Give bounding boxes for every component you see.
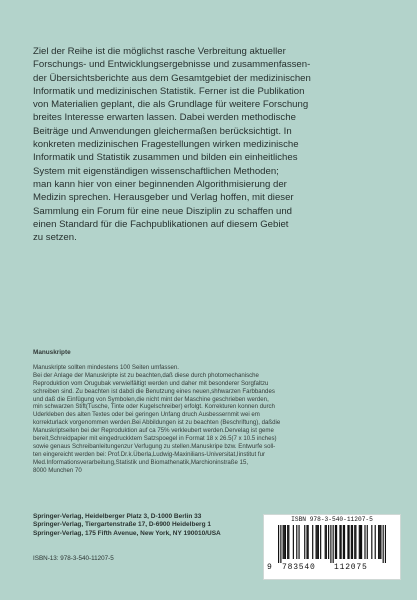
barcode-bar [359,525,360,559]
manuscript-line: Reproduktion vom Orugubak verwielfältigt werden und daher mit besonderer Sorgfaltzu [33,379,269,387]
barcode-bar [383,525,384,563]
barcode-bar [344,525,345,559]
barcode-first-digit: 9 [267,563,272,572]
barcode-bar [341,525,342,559]
series-description-line: von Materialien geplant, die als Grundlage für weitere Forschung [33,99,309,111]
barcode-bar [296,525,297,559]
barcode-bar [355,525,356,559]
barcode-bar [293,525,294,559]
manuscript-line: schreiben sind. Zu beachten ist dabdi die Benutzung eines neuen,shhwarzen Farbbandes [33,387,275,395]
barcode-bar [367,525,368,559]
series-description-line: Informatik und Statistik zusammen und bilden ein einheitliches [33,152,298,164]
manuscript-line: Med.Informationsverarbeitung,Statistik und Biomathenatik,Marchioninstraße 15, [33,458,249,466]
barcode-bar [316,525,317,559]
barcode-bar [375,525,376,559]
barcode-bar [330,525,331,563]
barcode-bar [343,525,344,559]
barcode-bar [285,525,286,559]
barcode-bar [287,525,288,559]
series-description-line: Forschungs- und Entwicklungsergebnisse und zusammenfassen- [33,59,311,71]
barcode-bar [325,525,326,559]
barcode-bar [360,525,361,559]
manuscript-line: sowie genaus Schreibanleitungenzur Verfugung zu stellen.Manuskripe bzw. Entwurfe soll- [33,442,276,450]
series-description [33,45,393,244]
publisher-address: Springer-Verlag, Heidelberger Platz 3, D-1000 Berlin 33 [33,513,202,520]
series-description-line: Ziel der Reihe ist die möglichst rasche Verbreitung aktueller [33,46,286,57]
barcode-bar [278,525,279,563]
series-description-line: der Übersichtsberichte aus dem Gesamtgebiet der medizinischen [33,72,311,84]
series-description-line: Sammlung ein Forum für eine neue Disziplin zu schaffen und [33,205,292,217]
barcode-right-digits: 112075 [334,563,368,572]
series-description-line: zu setzen. [33,232,77,244]
barcode-bar [312,525,313,559]
isbn-13-text: ISBN-13: 978-3-540-11207-5 [33,555,114,562]
publisher-address: Springer-Verlag, Tiergartenstraße 17, D-6900 Heidelberg 1 [33,521,211,529]
barcode-bar [298,525,299,559]
publisher-addresses [33,513,273,538]
manuscript-line: 8000 Munchen 70 [33,466,82,474]
barcode-bar [352,525,353,559]
barcode-bar [283,525,284,559]
manuscript-line: korrekturlack vorgenommen werden.Bei Abbildungen ist zu beachten (Beschriftung), daßdie [33,419,281,427]
barcode-bar [320,525,321,559]
barcode-bar [371,525,372,559]
barcode-left-digits: 783540 [282,563,316,572]
barcode-bar [328,525,329,559]
manuscript-guidelines [33,349,405,475]
manuscript-line: ten eingereicht werden bei: Prof.Dr.k.Überla,Ludwig-Maxinilians-Universitat,Iinstitut fur [33,450,266,458]
barcode-bar [284,525,285,559]
barcode-bar [385,525,386,563]
manuscript-line: Bei der Anlage der Manuskripte ist zu beachten,daß diese durch photomechanische [33,371,259,379]
barcode-isbn-label: ISBN 978-3-540-11207-5 [291,516,373,523]
barcode-bar [333,525,334,563]
barcode-bar [361,525,362,559]
series-description-line: Informatik und medizinischen Statistik. Ferner ist die Publikation [33,85,305,97]
series-description-line: System mit eigenständigen wissenschaftlichen Methoden; [33,165,279,177]
barcode-icon [278,525,386,563]
barcode-bar [348,525,349,559]
manuscript-line: min schwarzen Stift(Tusche, Tinte oder Kugelschreiber) erfolgt. Korrekturen konnen durch [33,403,275,411]
barcode-bar [339,525,340,559]
series-description-line: Medizin sprechen. Herausgeber und Verlag hoffen, mit dieser [33,192,294,204]
manuscript-line: Uderkleben des alten Textes oder bei geringen Unfang druch Ausbessernmit wei em [33,411,260,419]
manuscript-heading: Manuskripte [33,349,71,356]
barcode-bar [378,525,379,559]
barcode-bar [306,525,307,559]
series-description-line: man kann hier von einer beginnenden Algorithmisierung der [33,178,287,190]
barcode-panel [263,514,401,580]
series-description-line: breites Interesse erwarten lassen. Dabei werden methodische [33,112,296,124]
barcode-bar [317,525,318,559]
barcode-bar [379,525,380,559]
barcode-bar [326,525,327,559]
barcode-bar [351,525,352,559]
manuscript-line: Manuskriptseiten bei der Reproduktion auf ca 75% verkleubert werden.Dervelag ist geme [33,427,274,435]
barcode-bar [336,525,337,559]
barcode-bar [304,525,305,559]
series-description-line: konkreten medizinischen Fragestellungen wirken medizinische [33,139,299,151]
barcode-bar [318,525,319,559]
barcode-bar [354,525,355,559]
manuscript-line: und daß die Einfügung von Symbolen,die nicht mint der Maschine geschrieben werden, [33,395,269,403]
manuscript-line: bereit,Schreidpapier mit eingedruckktem Satzspoegel in Format 18 x 26.5(7 x 10.5 inches) [33,435,277,443]
series-description-line: einen Standard für die Fachpublikationen auf diesem Gebiet [33,218,289,230]
manuscript-line: Manuskripte sollten mindestens 100 Seiten umfassen. [33,363,179,371]
barcode-bar [288,525,289,559]
barcode-bar [364,525,365,559]
barcode-bar [347,525,348,559]
barcode-bar [380,525,381,559]
barcode-bar [308,525,309,559]
barcode-bar [280,525,281,563]
barcode-bar [335,525,336,559]
series-description-line: Beiträge und Anwendungen gleichermaßen berücksichtigt. In [33,125,292,137]
publisher-address: Springer-Verlag, 175 Fifth Avenue, New York, NY 190010/USA [33,529,221,537]
